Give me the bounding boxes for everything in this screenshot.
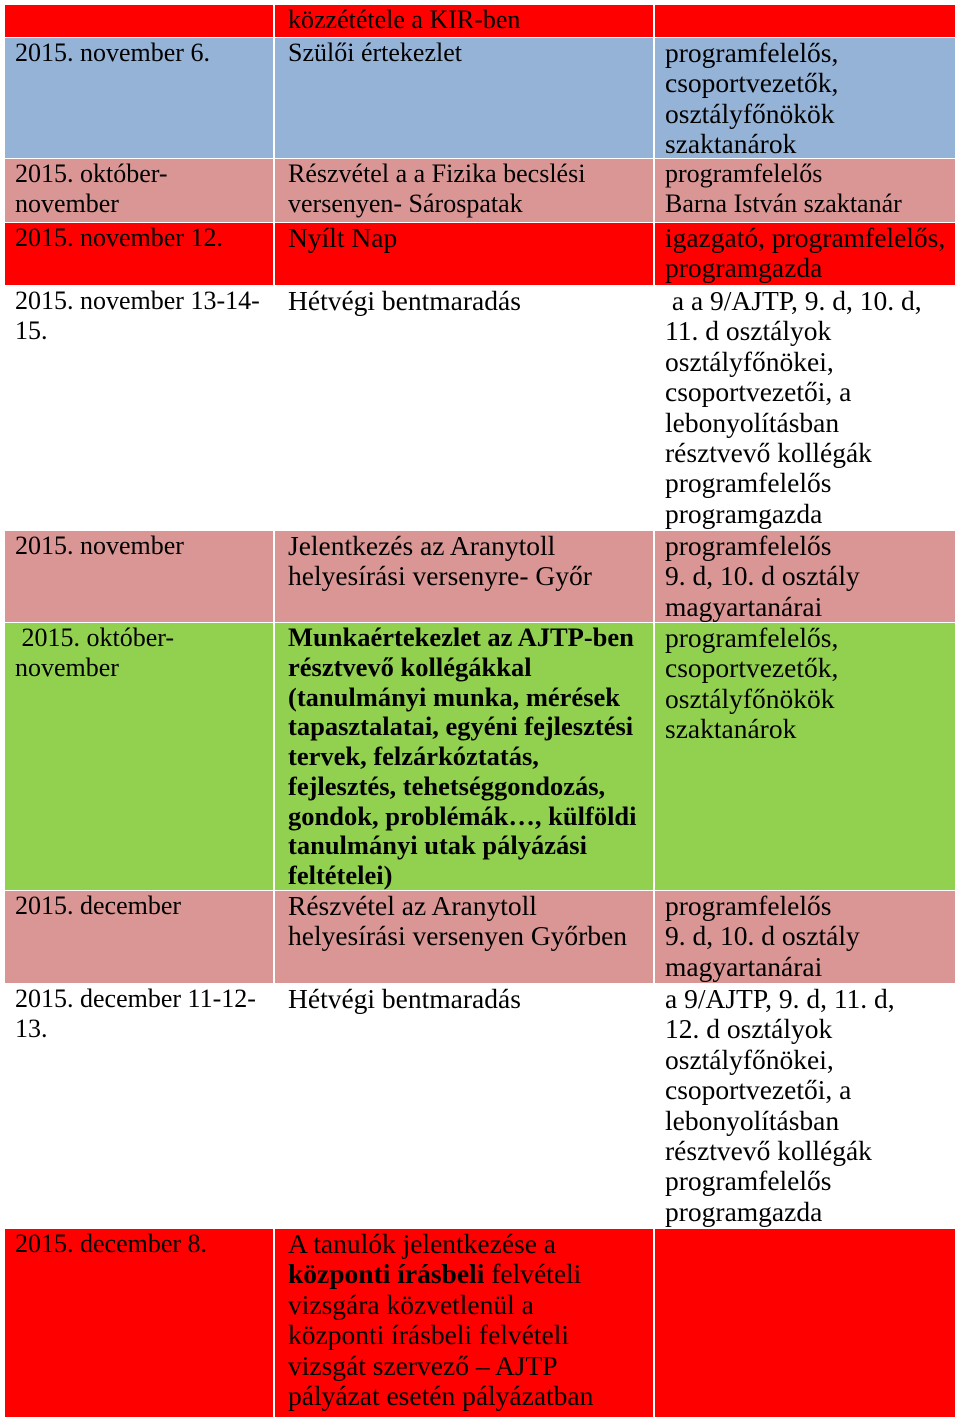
table-row	[5, 158, 955, 222]
text-segment: felvételi	[484, 1258, 582, 1290]
cell-line: lebonyolításban	[665, 406, 840, 438]
responsible-cell	[655, 891, 955, 983]
cell-line: osztályfőnökök	[665, 97, 835, 129]
cell-line: versenyen- Sárospatak	[288, 189, 523, 219]
cell-line: Részvétel az Aranytoll	[288, 891, 537, 921]
cell-line: szaktanárok	[665, 713, 797, 745]
cell-line: magyartanárai	[665, 590, 823, 622]
cell-line: programfelelős	[665, 467, 832, 499]
cell-line: résztvevő kollégák	[665, 437, 872, 469]
cell-line: 2015. november	[15, 531, 184, 560]
responsible-cell	[655, 223, 955, 285]
table-row	[5, 983, 955, 1228]
cell-line: programgazda	[665, 497, 823, 529]
date-cell	[5, 38, 275, 158]
date-cell	[5, 5, 275, 37]
event-cell	[275, 891, 655, 983]
cell-line: csoportvezetők,	[665, 67, 839, 99]
date-cell	[5, 984, 275, 1228]
cell-line: tervek, felzárkóztatás,	[288, 741, 539, 771]
date-cell	[5, 223, 275, 285]
cell-line: 13.	[15, 1014, 48, 1044]
cell-line: 2015. november 13-14-	[15, 286, 260, 315]
cell-line: résztvevő kollégák	[665, 1135, 872, 1167]
cell-line: tapasztalatai, egyéni fejlesztési	[288, 711, 634, 742]
date-cell	[5, 286, 275, 530]
cell-line: 9. d, 10. d osztály	[665, 920, 860, 952]
responsible-cell	[655, 984, 955, 1228]
date-cell	[5, 1229, 275, 1417]
cell-line: programfelelős,	[665, 623, 839, 653]
cell-line: (tanulmányi munka, mérések	[288, 681, 621, 712]
cell-line: magyartanárai	[665, 950, 823, 982]
cell-line: 2015. december 8.	[15, 1229, 208, 1258]
cell-line: 2015. december 11-12-	[15, 984, 256, 1013]
event-cell	[275, 223, 655, 285]
event-cell	[275, 623, 655, 890]
cell-line: november	[15, 653, 119, 683]
cell-line: programfelelős	[665, 531, 832, 561]
table-row	[5, 37, 955, 158]
cell-line: programgazda	[665, 252, 823, 284]
responsible-cell	[655, 38, 955, 158]
cell-line: 2015. november 12.	[15, 223, 223, 252]
table-row	[5, 890, 955, 983]
event-cell	[275, 5, 655, 37]
cell-line: osztályfőnökei,	[665, 345, 834, 377]
emphasized-text: központi írásbeli	[288, 1258, 485, 1290]
date-cell	[5, 891, 275, 983]
cell-line: csoportvezetői, a	[665, 376, 852, 408]
responsible-cell	[655, 531, 955, 622]
cell-line: helyesírási versenyen Győrben	[288, 920, 628, 952]
cell-line: Jelentkezés az Aranytoll	[288, 531, 556, 561]
responsible-cell	[655, 5, 955, 37]
table-row	[5, 4, 955, 37]
cell-line: november	[15, 189, 119, 219]
cell-line: a a 9/AJTP, 9. d, 10. d,	[665, 286, 922, 316]
table-row	[5, 622, 955, 890]
event-cell	[275, 38, 655, 158]
cell-line: tanulmányi utak pályázási	[288, 830, 587, 861]
cell-line: 15.	[15, 316, 48, 346]
table-row	[5, 530, 955, 622]
responsible-cell	[655, 286, 955, 530]
date-cell	[5, 623, 275, 890]
cell-line: helyesírási versenyre- Győr	[288, 560, 592, 592]
cell-line: programgazda	[665, 1195, 823, 1227]
schedule-table	[5, 4, 955, 1417]
cell-line: Hétvégi bentmaradás	[288, 286, 521, 316]
cell-line: Munkaértekezlet az AJTP-ben	[288, 623, 634, 652]
cell-line: feltételei)	[288, 860, 393, 890]
cell-line: programfelelős	[665, 891, 832, 921]
cell-line: Nyílt Nap	[288, 223, 398, 253]
cell-line: pályázat esetén pályázatban	[288, 1380, 594, 1412]
cell-line: 2015. október-	[15, 159, 168, 188]
date-cell	[5, 159, 275, 222]
responsible-cell	[655, 1229, 955, 1417]
cell-line: közzététele a KIR-ben	[288, 5, 521, 34]
event-cell	[275, 984, 655, 1228]
responsible-cell	[655, 623, 955, 890]
responsible-cell	[655, 159, 955, 222]
cell-line: vizsgát szervező – AJTP	[288, 1349, 558, 1381]
cell-line: Szülői értekezlet	[288, 38, 462, 67]
cell-line: Hétvégi bentmaradás	[288, 984, 521, 1014]
cell-line: résztvevő kollégákkal	[288, 651, 532, 682]
table-row	[5, 1228, 955, 1417]
cell-line: programfelelős	[665, 1165, 832, 1197]
cell-line: 2015. december	[15, 891, 182, 920]
cell-line: fejlesztés, tehetséggondozás,	[288, 770, 606, 801]
table-row	[5, 285, 955, 530]
cell-line	[288, 1259, 653, 1289]
cell-line: csoportvezetői, a	[665, 1074, 852, 1106]
cell-line: igazgató, programfelelős,	[665, 223, 946, 253]
cell-line: szaktanárok	[665, 128, 797, 158]
event-cell	[275, 531, 655, 622]
cell-line: Barna István szaktanár	[665, 189, 902, 219]
cell-line: programfelelős,	[665, 38, 839, 68]
cell-line: osztályfőnökei,	[665, 1043, 834, 1075]
cell-line: központi írásbeli felvételi	[288, 1319, 570, 1351]
cell-line: programfelelős	[665, 159, 823, 188]
cell-line: lebonyolításban	[665, 1104, 840, 1136]
cell-line: 9. d, 10. d osztály	[665, 560, 860, 592]
event-cell	[275, 1229, 655, 1417]
date-cell	[5, 531, 275, 622]
cell-line: A tanulók jelentkezése a	[288, 1229, 557, 1259]
cell-line: osztályfőnökök	[665, 682, 835, 714]
cell-line: csoportvezetők,	[665, 652, 839, 684]
table-row	[5, 222, 955, 285]
cell-line: 2015. november 6.	[15, 38, 210, 67]
event-cell	[275, 159, 655, 222]
event-cell	[275, 286, 655, 530]
cell-line: 11. d osztályok	[665, 315, 832, 347]
cell-line: 2015. október-	[15, 623, 175, 652]
cell-line: gondok, problémák…, külföldi	[288, 800, 637, 831]
cell-line: Részvétel a a Fizika becslési	[288, 159, 586, 188]
cell-line: vizsgára közvetlenül a	[288, 1288, 534, 1320]
cell-line: 12. d osztályok	[665, 1013, 833, 1045]
cell-line: a 9/AJTP, 9. d, 11. d,	[665, 984, 895, 1014]
